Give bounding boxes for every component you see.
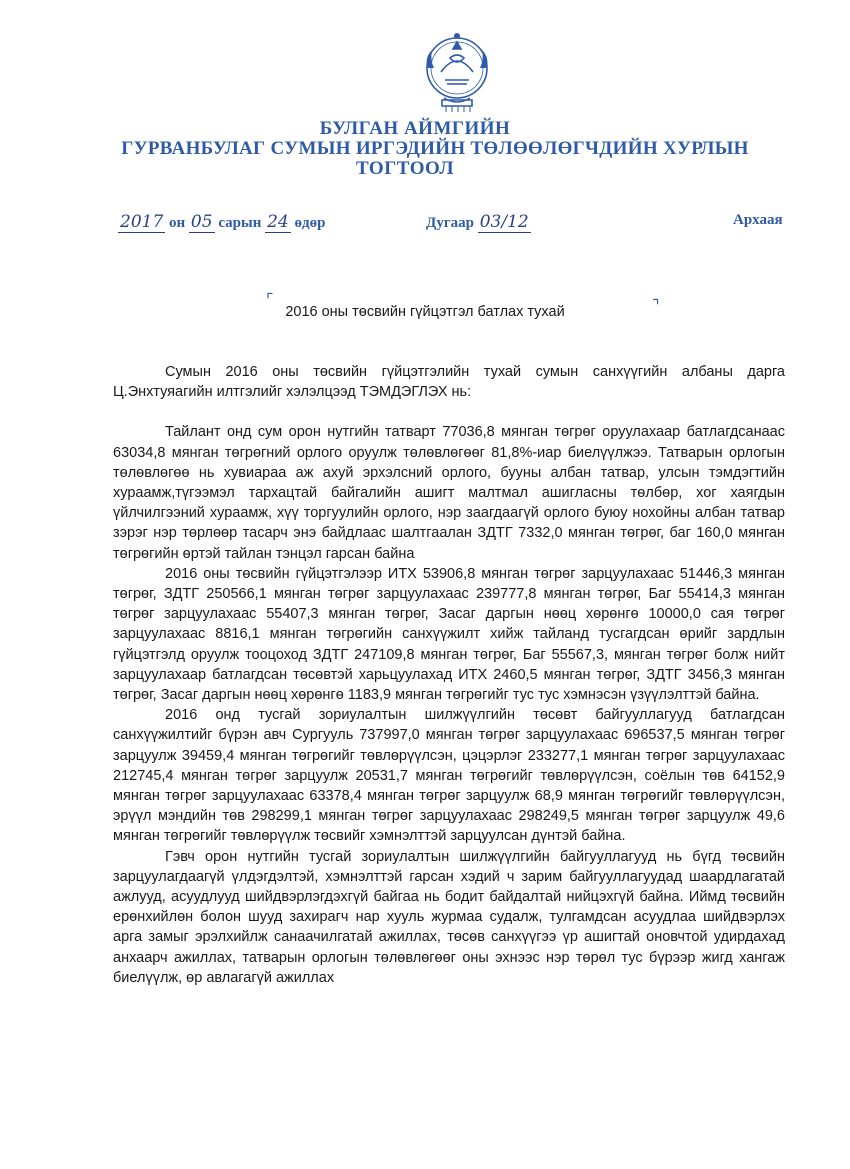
- paragraph: 2016 оны төсвийн гүйцэтгэлээр ИТХ 53906,8 мянган төгрөг зарцуулахаас 51446,3 мянган төгрөг, ЗДТГ 250566,1 мянган төгрөг зарцуулахаас 239777,8 мянган төгрөг, Баг 55414,3 мянган төгрөг зарцуулахаас 55407,3 мянган төгрөг, Засаг даргын нөөц хөрөнгө 10000,0 сая төгрөг зарцуулахаас 8816,1 мянган төгрөгийн санхүүжилт хийж тайланд тусгагдсан өрийг зардлын гүйцэтгэлд оруулж тооцоход ЗДТГ 247109,8 мянган төгрөг, Баг 55567,3, мянган төгрөг болж нийт зарцуулахаар батлагдсан төсөвтэй харьцуулахад ИТХ 2460,5 мянган төгрөг, ЗДТГ 3456,3 мянган төгрөг, Засаг даргын нөөц хөрөнгө 1183,9 мянган төгрөгийг тус тус хэмнэсэн үзүүлэлттэй байна.: [113, 565, 785, 704]
- date-month-label: сарын: [218, 215, 262, 231]
- paragraph: 2016 онд тусгай зориулалтын шилжүүлгийн төсөвт байгууллагууд батлагдсан санхүүжилтийг бүрэн авч Сургууль 737997,0 мянган төгрөг зарцуулахаас 696537,5 мянган төгрөг зарцуулж 39459,4 мянган төгрөгийг төвлөрүүлсэн, цэцэрлэг 233277,1 мянган төгрөг зарцуулахаас 212745,4 мянган төгрөг зарцуулж 20531,7 мянган төгрөгийг төвлөрүүлсэн, соёлын төв 64152,9 мянган төгрөг зарцуулахаас 63378,4 мянган төгрөг зарцуулж 68,9 мянган төгрөгийг төвлөрүүлсэн, эрүүл мэндийн төв 298299,1 мянган төгрөг зарцуулахаас 298249,5 мянган төгрөг зарцуулж 49,6 мянган төгрөгийг төвлөрүүлж төсвийг хэмнэлттэй зарцуулсан дүнтэй байна.: [113, 707, 785, 845]
- paragraph: Сумын 2016 оны төсвийн гүйцэтгэлийн тухай сумын санхүүгийн албаны дарга Ц.Энхтуяагийн илтгэлийг хэлэлцээд ТЭМДЭГЛЭХ нь:: [113, 364, 785, 401]
- date-line: [118, 212, 325, 232]
- date-day-label: өдөр: [294, 215, 326, 231]
- date-year-label: он: [169, 215, 186, 231]
- paragraph: Гэвч орон нутгийн тусгай зориулалтын шилжүүлгийн байгууллагууд нь бүгд төсвийн зарцуулагдаагүй үлдэгдэлтэй, хэмнэлттэй гарсан хэдий ч зарим байгууллагуудад шаардлагатай ажлууд, асуудлууд шийдвэрлэгдэхгүй байгаа нь бодит байдалтай нийцэхгүй байна. Иймд төсвийн ерөнхийлөн болон шууд захирагч нар хууль журмаа судалж, тулгамдсан асуудлаа шийдвэрлэх арга замыг эрэлхийлж санаачилгатай ажиллах, төсөв санхүүгээ үр ашигтай оновчтой удирдахад анхаарч ажиллах, татварын орлогын төлөвлөгөөг оны эхнээс нэр төрөл тус бүрээр жигд хангаж биелүүлж, өр авлагагүй ажиллах: [113, 848, 785, 986]
- document-number: 03/12: [479, 212, 529, 232]
- date-month: 05: [190, 212, 213, 232]
- number-line: [426, 212, 531, 232]
- paragraph: Тайлант онд сум орон нутгийн татварт 77036,8 мянган төгрөг оруулахаар батлагдсанаас 63034,8 мянган төгрөгний орлого оруулж төлөвлөгөөг 81,8%-иар биелүүлжээ. Татварын орлогын төлөвлөгөө нь хувиараа аж ахуй эрхэлсний орлого, бууны албан татвар, улсын тэмдэгтийн хураамж,түгээмэл тархацтай байгалийн ашигт малтмал ашигласны төлбөр, хог хаягдын үйлчилгээний хураамж, хүү торгуулийн орлого, нэр заагдаагүй орлого буюу нохойны албан татвар зэрэг нэр төрлөөр тасарч энэ байдлаас шалтгаалан ЗДТГ 7332,0 мянган төгрөг, баг 160,0 мянган төгрөгийн өртэй тайлан тэнцэл гарсан байна: [113, 424, 785, 562]
- corner-bracket-icon: ⌜: [266, 290, 274, 309]
- header-line-1: БУЛГАН АЙМГИЙН: [319, 118, 511, 139]
- date-year: 2017: [120, 212, 164, 232]
- date-day: 24: [267, 212, 289, 232]
- place: Архаая: [733, 212, 783, 228]
- corner-bracket-icon: ⌝: [652, 296, 660, 315]
- state-emblem-icon: [420, 28, 494, 114]
- document-body: [113, 362, 785, 988]
- number-label: Дугаар: [426, 215, 474, 231]
- header-line-3: ТОГТООЛ: [356, 158, 454, 179]
- document-subject: 2016 оны төсвийн гүйцэтгэл батлах тухай: [285, 304, 565, 320]
- header-line-2: ГУРВАНБУЛАГ СУМЫН ИРГЭДИЙН ТӨЛӨӨЛӨГЧДИЙН ХУРЛЫН: [121, 138, 749, 159]
